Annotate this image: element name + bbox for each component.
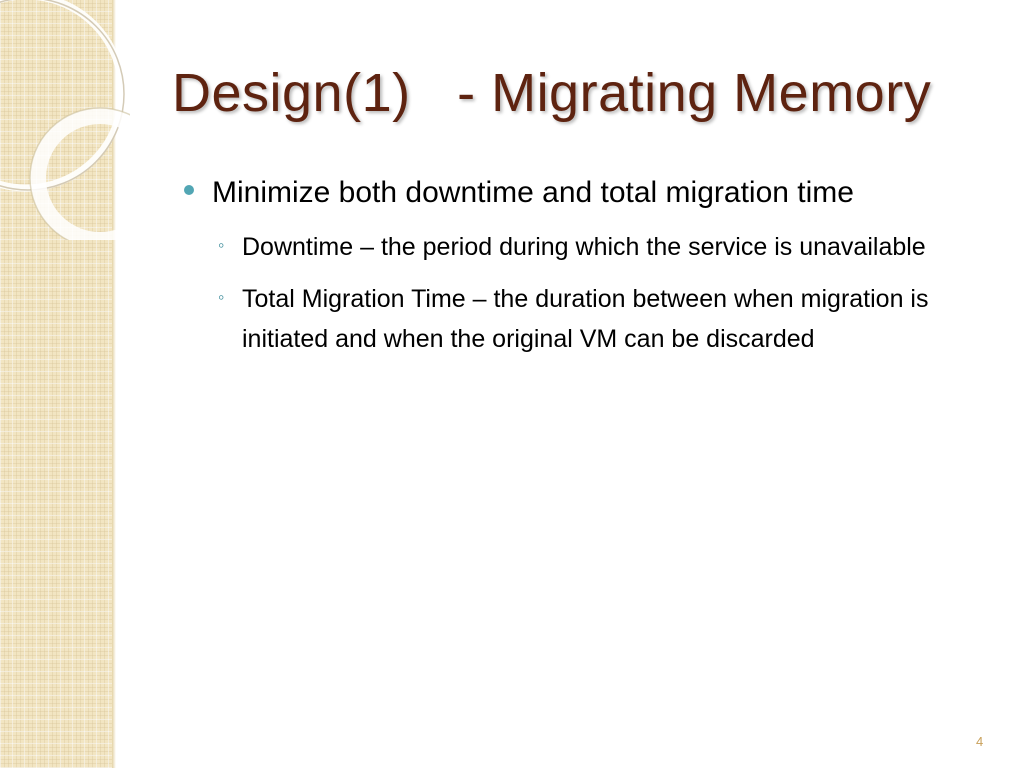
decorative-ring-large-shadow (0, 0, 124, 190)
slide-body (184, 170, 994, 371)
hollow-circle-bullet-icon: ◦ (218, 235, 225, 255)
decorative-ring-small (38, 116, 130, 240)
filled-circle-bullet-icon (184, 185, 194, 195)
sub-bullet-item (184, 279, 994, 359)
sub-bullet-text: Total Migration Time – the duration between when migration is initiated and when the original VM can be discarded (242, 285, 929, 353)
decorative-ring-large (0, 0, 122, 188)
page-number: 4 (976, 734, 984, 749)
bullet-text: Minimize both downtime and total migration time (212, 176, 854, 209)
decorative-rings-graphic (0, 0, 130, 240)
sub-bullet-item (184, 227, 994, 267)
hollow-circle-bullet-icon: ◦ (218, 287, 225, 307)
bullet-item (184, 170, 994, 215)
slide-title: Design(1) - Migrating Memory (172, 63, 932, 123)
sub-bullet-text: Downtime – the period during which the service is unavailable (242, 233, 926, 261)
